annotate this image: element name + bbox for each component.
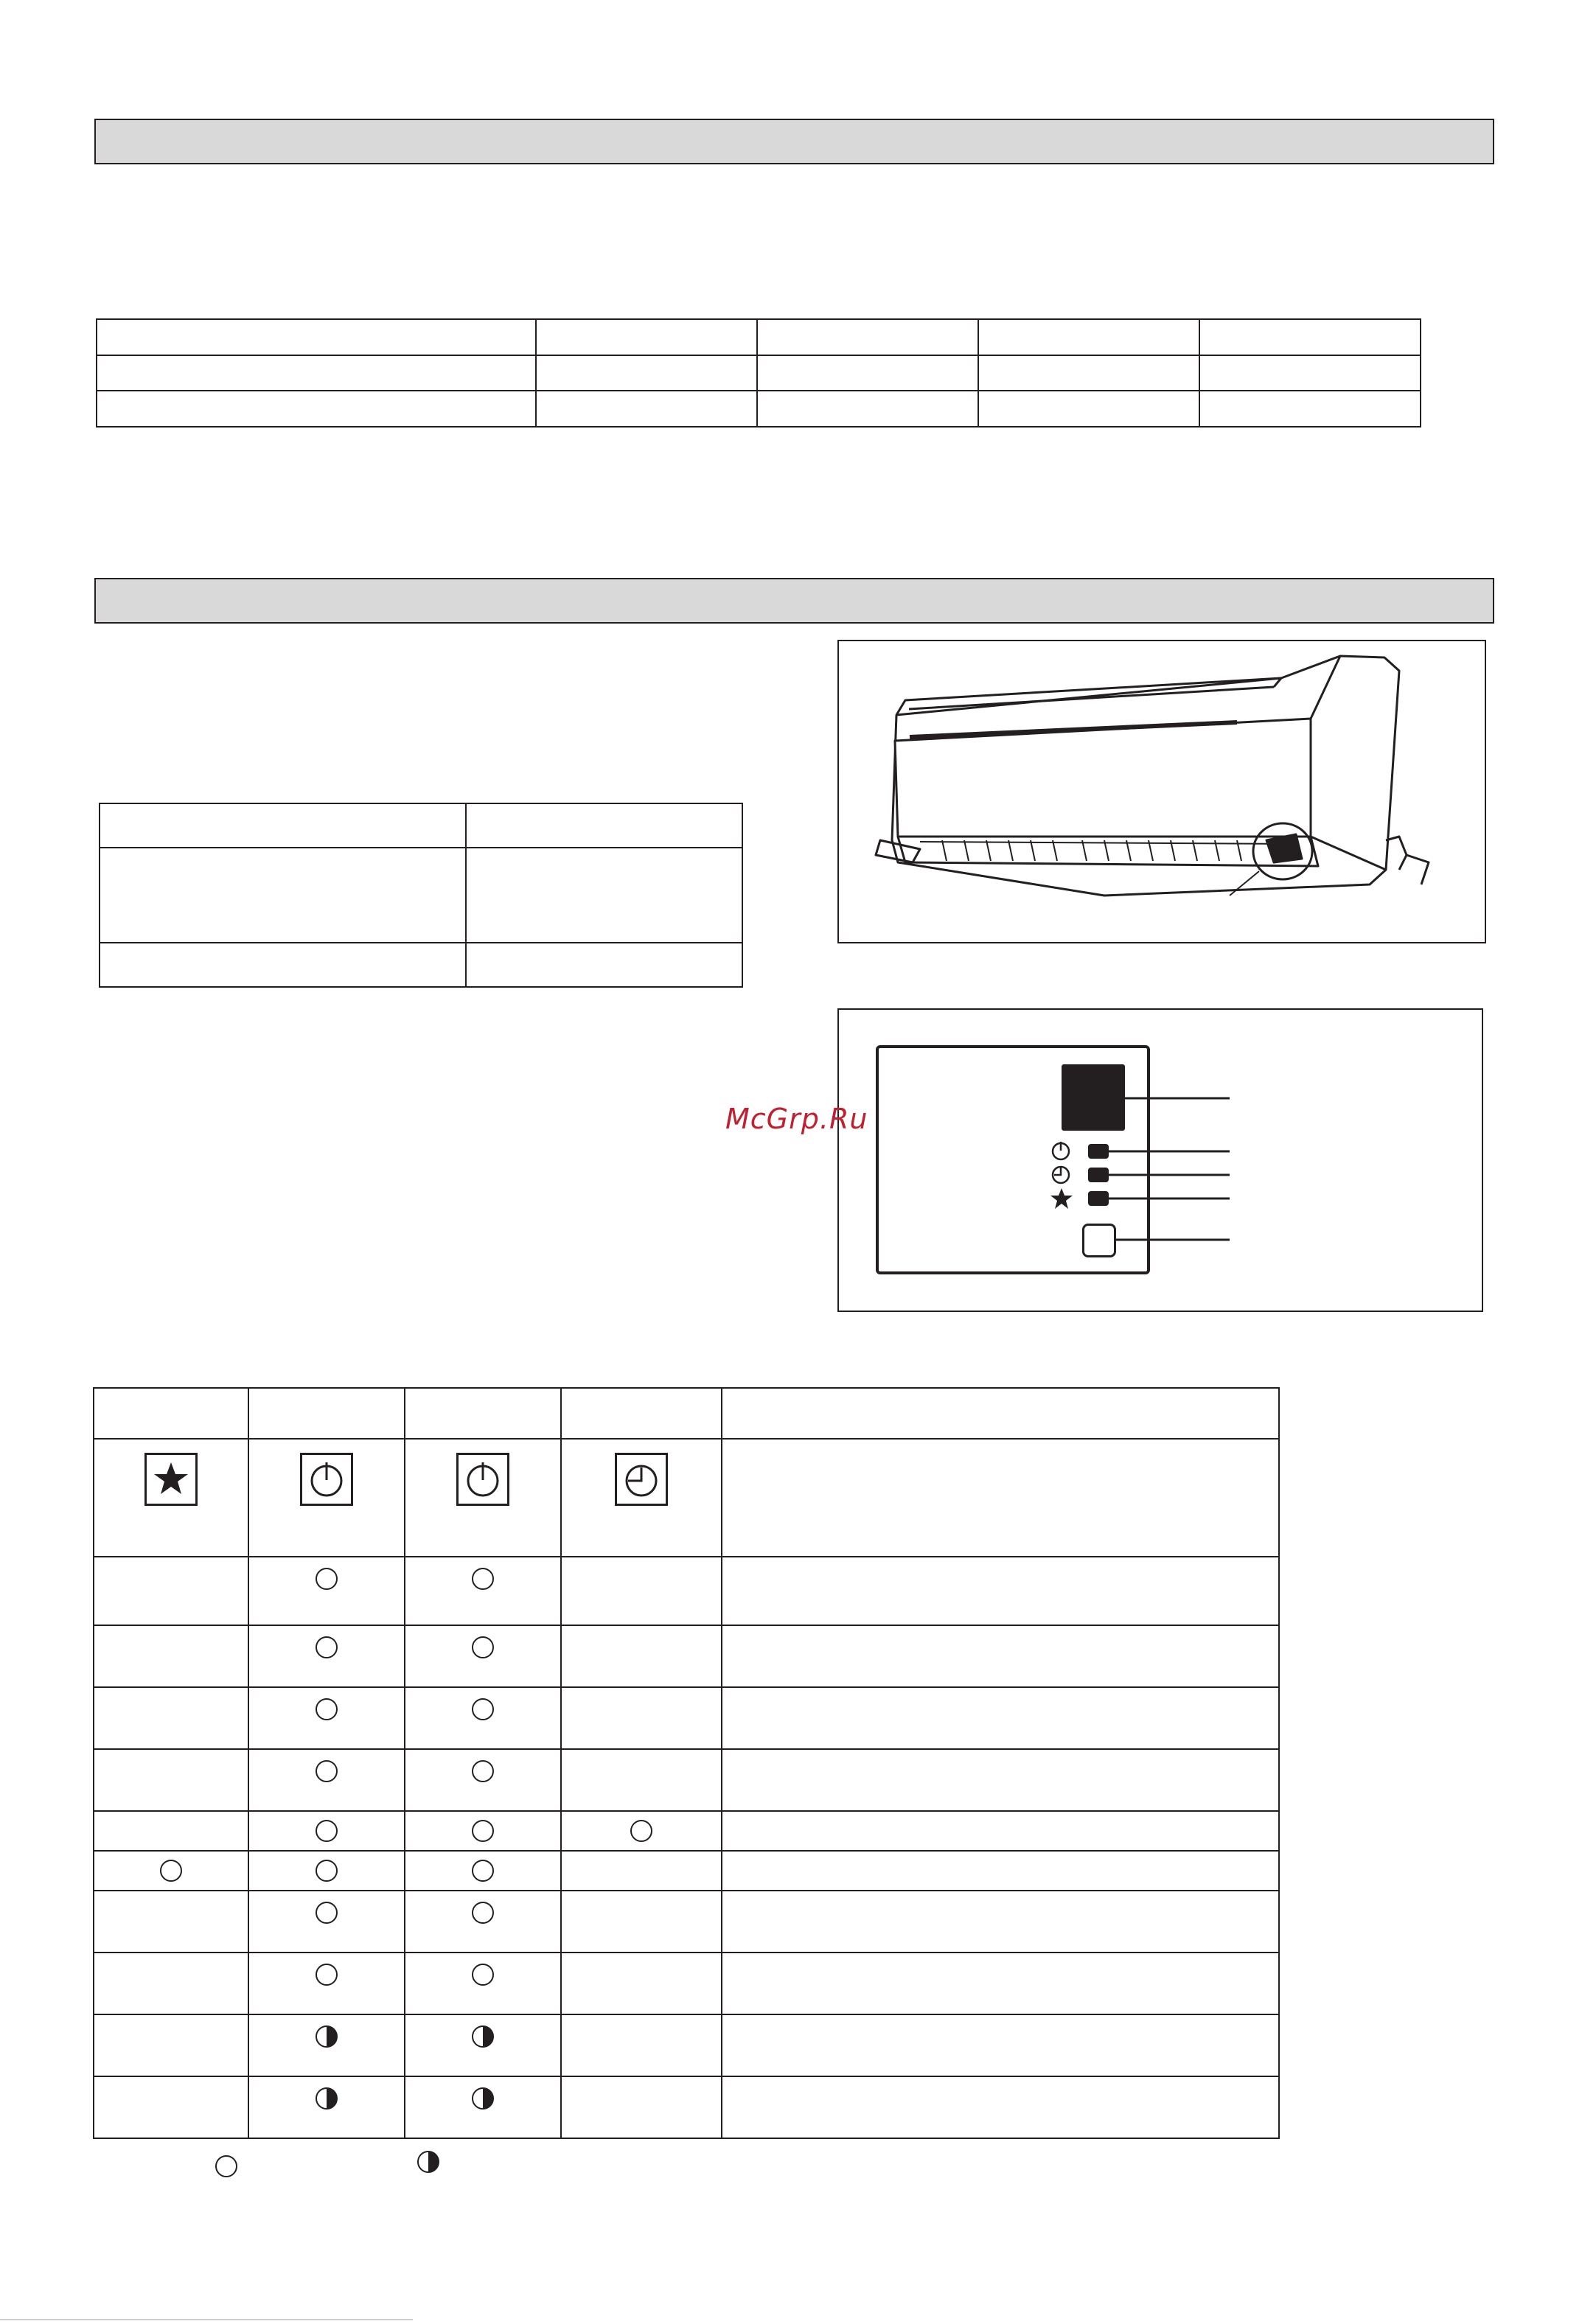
table-cell (1199, 391, 1421, 427)
table-cell (248, 2014, 405, 2076)
lamp-on-indicator (472, 1636, 494, 1658)
table-row (94, 1811, 1279, 1851)
table-cell (248, 1557, 405, 1625)
table-cell (405, 1388, 561, 1439)
description-cell (722, 1557, 1279, 1625)
table-cell (248, 1891, 405, 1953)
leader-lines (839, 1010, 1482, 1311)
lamp-on-indicator (316, 1636, 338, 1658)
table-cell (561, 2076, 722, 2138)
table-cell (248, 1749, 405, 1811)
description-cell (722, 1891, 1279, 1953)
lamp-on-indicator (160, 1860, 182, 1882)
lamp-on-indicator (472, 1902, 494, 1924)
section-header-bar-1 (94, 119, 1494, 164)
table-cell (536, 391, 757, 427)
table-row (94, 1625, 1279, 1687)
table-row (94, 1687, 1279, 1749)
table-cell (94, 2014, 248, 2076)
table-cell (94, 2076, 248, 2138)
table-cell (561, 1811, 722, 1851)
table-cell (405, 1851, 561, 1891)
lamp-on-indicator (630, 1820, 652, 1842)
table-cell (248, 1811, 405, 1851)
table-cell (248, 1388, 405, 1439)
table-row (94, 1749, 1279, 1811)
table-cell (94, 1851, 248, 1891)
table-cell (94, 1557, 248, 1625)
lamp-blink-indicator (472, 2025, 494, 2048)
table-cell (757, 391, 978, 427)
table-cell (405, 1749, 561, 1811)
table-cell (466, 803, 742, 848)
lamp-on-indicator (316, 1760, 338, 1782)
table-cell (561, 1953, 722, 2014)
lamp-on-indicator (316, 1568, 338, 1590)
table-row (94, 2014, 1279, 2076)
table-cell (405, 2014, 561, 2076)
lamp-blink-indicator (472, 2087, 494, 2110)
table-cell (722, 1388, 1279, 1439)
table-cell (561, 1749, 722, 1811)
table-cell (561, 1439, 722, 1557)
table-header-row (94, 1388, 1279, 1439)
table-cell (757, 355, 978, 391)
table-cell (248, 1953, 405, 2014)
table-cell (757, 319, 978, 355)
table-row (94, 1851, 1279, 1891)
lamp-on-indicator (316, 1902, 338, 1924)
table-row (94, 1891, 1279, 1953)
description-cell (722, 2014, 1279, 2076)
table-cell (405, 1811, 561, 1851)
table-cell (561, 1625, 722, 1687)
table-cell (94, 1811, 248, 1851)
table-cell (97, 319, 536, 355)
lamp-on-indicator (472, 1860, 494, 1882)
table-cell (248, 1439, 405, 1557)
description-cell (722, 1851, 1279, 1891)
table-cell (405, 2076, 561, 2138)
table-cell (94, 1891, 248, 1953)
table-cell (405, 1687, 561, 1749)
table-cell (561, 2014, 722, 2076)
lamp-on-indicator (316, 1860, 338, 1882)
clock-icon (615, 1453, 668, 1506)
table-cell (561, 1557, 722, 1625)
table-cell (536, 355, 757, 391)
air-conditioner-illustration (839, 641, 1485, 942)
table-cell (466, 848, 742, 943)
spec-table-1 (96, 318, 1421, 428)
lamp-on-indicator (316, 1964, 338, 1986)
lamp-on-indicator (316, 1698, 338, 1720)
table-cell (1199, 355, 1421, 391)
lamp-on-indicator (472, 1698, 494, 1720)
table-cell (978, 391, 1199, 427)
led-indication-table (93, 1387, 1280, 2139)
table-cell (94, 1953, 248, 2014)
table-cell (94, 1388, 248, 1439)
table-cell (94, 1749, 248, 1811)
section-header-bar-2 (94, 578, 1494, 624)
star-icon (144, 1453, 198, 1506)
table-cell (405, 1953, 561, 2014)
table-row (94, 2076, 1279, 2138)
table-cell (1199, 319, 1421, 355)
legend-on-symbol (215, 2155, 237, 2177)
table-cell (561, 1851, 722, 1891)
table-cell (536, 319, 757, 355)
symbol-row (94, 1439, 1279, 1557)
table-cell (100, 943, 466, 987)
lamp-blink-indicator (316, 2025, 338, 2048)
table-cell (94, 1439, 248, 1557)
table-cell (561, 1687, 722, 1749)
lamp-on-indicator (472, 1964, 494, 1986)
lamp-on-indicator (472, 1568, 494, 1590)
description-cell (722, 1687, 1279, 1749)
description-cell (722, 1953, 1279, 2014)
control-panel-figure (837, 1008, 1483, 1312)
power-icon (456, 1453, 509, 1506)
legend-blink-symbol (417, 2151, 439, 2173)
table-cell (722, 1439, 1279, 1557)
lamp-on-indicator (472, 1820, 494, 1842)
indoor-unit-figure (837, 640, 1486, 943)
description-cell (722, 1749, 1279, 1811)
description-cell (722, 1811, 1279, 1851)
table-cell (97, 355, 536, 391)
lamp-on-indicator (472, 1760, 494, 1782)
description-cell (722, 2076, 1279, 2138)
lamp-blink-indicator (316, 2087, 338, 2110)
table-cell (405, 1625, 561, 1687)
table-cell (405, 1891, 561, 1953)
table-cell (100, 848, 466, 943)
table-cell (405, 1557, 561, 1625)
table-row (94, 1953, 1279, 2014)
lamp-on-indicator (316, 1820, 338, 1842)
table-cell (100, 803, 466, 848)
table-cell (94, 1687, 248, 1749)
table-cell (561, 1388, 722, 1439)
table-cell (97, 391, 536, 427)
spec-table-2 (99, 803, 743, 988)
description-cell (722, 1625, 1279, 1687)
power-icon (300, 1453, 353, 1506)
table-cell (978, 355, 1199, 391)
table-row (94, 1557, 1279, 1625)
table-cell (248, 2076, 405, 2138)
table-cell (978, 319, 1199, 355)
table-cell (248, 1625, 405, 1687)
table-cell (405, 1439, 561, 1557)
footer-rule (0, 2319, 413, 2320)
table-cell (248, 1851, 405, 1891)
table-cell (248, 1687, 405, 1749)
watermark: McGrp.Ru (725, 1103, 868, 1135)
table-cell (561, 1891, 722, 1953)
table-cell (466, 943, 742, 987)
table-cell (94, 1625, 248, 1687)
